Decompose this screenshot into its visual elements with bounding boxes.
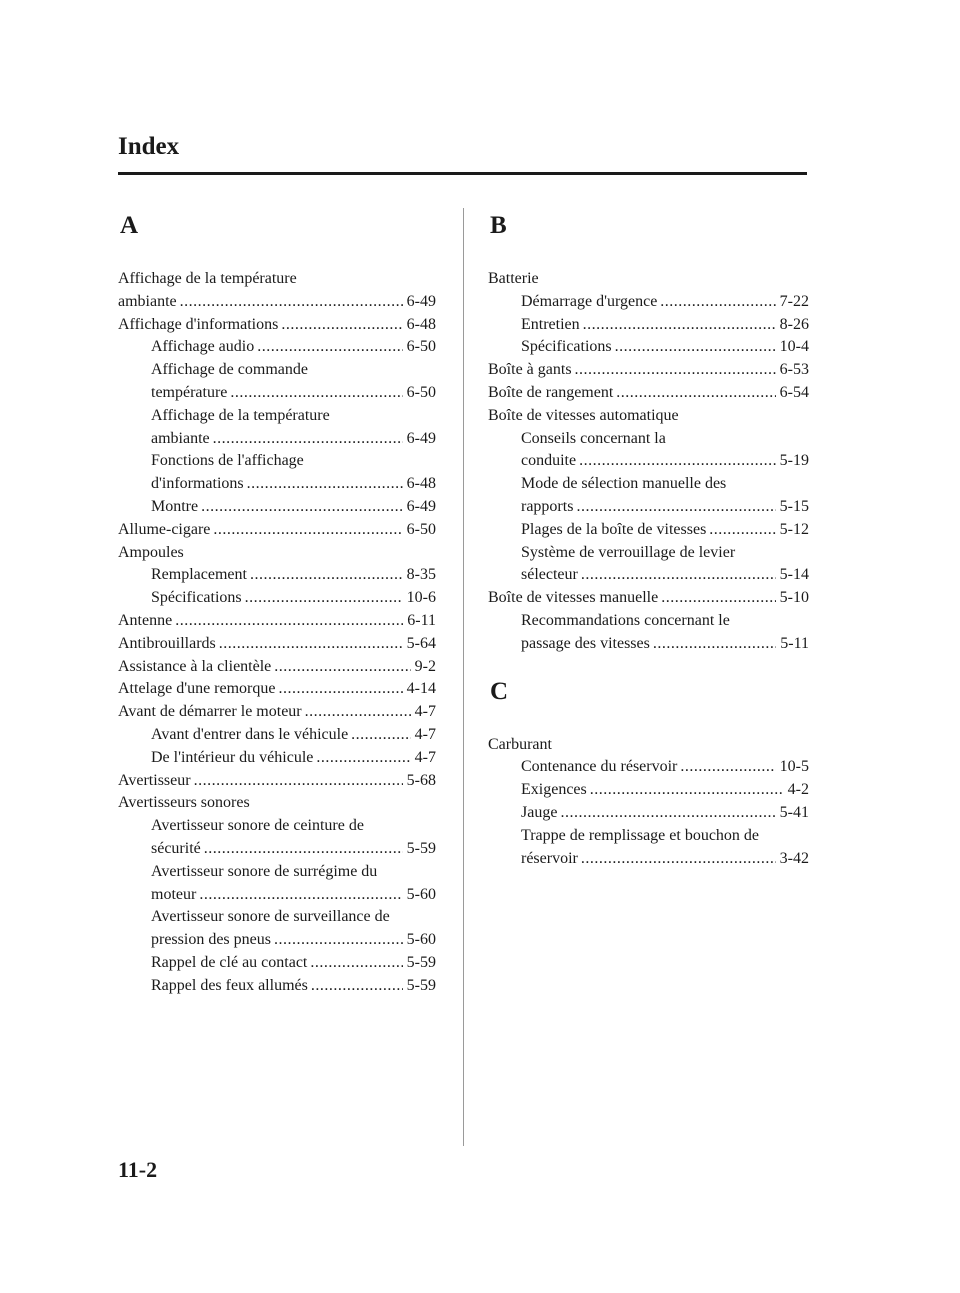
index-entry: [118, 633, 436, 656]
dot-leader: [175, 610, 403, 633]
index-subentry: [488, 542, 809, 565]
page-reference: 6-48: [406, 475, 436, 493]
entry-label: conduite: [521, 452, 577, 470]
page-reference: 8-26: [779, 315, 809, 333]
entry-label: température: [151, 383, 228, 401]
dot-leader: [245, 587, 403, 610]
index-subentry: [488, 848, 809, 871]
entry-label: pression des pneus: [151, 931, 271, 949]
column-divider: [463, 208, 464, 1146]
page-reference: 3-42: [779, 849, 809, 867]
index-subentry: [488, 564, 809, 587]
page-reference: 5-60: [406, 931, 436, 949]
index-entry: [118, 314, 436, 337]
index-subentry: [488, 428, 809, 451]
entry-label: Conseils concernant la: [521, 429, 666, 447]
dot-leader: [616, 382, 775, 405]
page-reference: 5-59: [406, 976, 436, 994]
page-reference: 10-5: [779, 758, 809, 776]
dot-leader: [579, 450, 776, 473]
entry-label: Assistance à la clientèle: [118, 657, 272, 675]
dot-leader: [316, 747, 410, 770]
index-entry: [488, 405, 809, 428]
entry-label: Boîte de vitesses automatique: [488, 406, 679, 424]
dot-leader: [576, 496, 775, 519]
entry-label: Affichage de la température: [118, 270, 297, 287]
index-subentry: [488, 314, 809, 337]
entry-label: Système de verrouillage de levier: [521, 543, 736, 561]
entry-label: Spécifications: [151, 589, 242, 607]
entry-label: Montre: [151, 497, 199, 515]
entry-label: Avertisseur sonore de surrégime du: [151, 862, 378, 880]
entry-label: Remplacement: [151, 566, 247, 584]
index-entry: [118, 610, 436, 633]
index-subentry: [488, 779, 809, 802]
index-subentry: [118, 450, 436, 473]
section-letter: C: [490, 677, 509, 705]
entry-label: Spécifications: [521, 338, 612, 356]
page-reference: 10-4: [779, 338, 809, 356]
page-reference: 8-35: [406, 566, 436, 584]
dot-leader: [278, 678, 402, 701]
page-reference: 5-59: [406, 953, 436, 971]
page-reference: 6-50: [406, 338, 436, 356]
index-subentry: [118, 929, 436, 952]
index-subentry: [488, 291, 809, 314]
entry-label: Avant de démarrer le moteur: [118, 703, 302, 721]
entry-label: Avertisseur sonore de ceinture de: [151, 817, 364, 835]
entry-label: Avertisseur sonore de surveillance de: [151, 908, 390, 926]
entry-label: Antibrouillards: [118, 634, 216, 652]
dot-leader: [680, 756, 775, 779]
page-reference: 5-12: [779, 520, 809, 538]
dot-leader: [660, 291, 775, 314]
dot-leader: [204, 838, 403, 861]
dot-leader: [709, 519, 775, 542]
page-reference: 5-64: [406, 634, 436, 652]
dot-leader: [199, 884, 402, 907]
dot-leader: [581, 848, 776, 871]
page-title: Index: [118, 133, 180, 160]
entry-label: Carburant: [488, 735, 552, 753]
index-subentry: [118, 496, 436, 519]
entry-label: Boîte à gants: [488, 361, 572, 379]
index-subentry: [118, 975, 436, 998]
entry-label: Affichage de commande: [151, 361, 308, 379]
index-subentry: [488, 519, 809, 542]
page-reference: 6-49: [406, 292, 436, 310]
page-reference: 6-53: [779, 361, 809, 379]
index-entry: [118, 656, 436, 679]
dot-leader: [257, 336, 402, 359]
index-subentry: [118, 359, 436, 382]
page-reference: 6-49: [406, 429, 436, 447]
index-subentry: [118, 473, 436, 496]
dot-leader: [661, 587, 775, 610]
dot-leader: [305, 701, 411, 724]
index-entry: [488, 268, 809, 291]
dot-leader: [590, 779, 784, 802]
entry-label: sécurité: [151, 839, 201, 857]
dot-leader: [575, 359, 776, 382]
index-entry: [488, 359, 809, 382]
page-reference: 6-11: [407, 611, 436, 629]
dot-leader: [311, 975, 403, 998]
entry-label: Entretien: [521, 315, 580, 333]
page-reference: 5-41: [779, 803, 809, 821]
page-reference: 6-49: [406, 497, 436, 515]
entry-label: Exigences: [521, 781, 587, 799]
index-entry: [118, 291, 436, 314]
index-subentry: [118, 884, 436, 907]
dot-leader: [230, 382, 402, 405]
index-subentry: [118, 724, 436, 747]
page-reference: 4-7: [414, 703, 436, 721]
page-reference: 6-48: [406, 315, 436, 333]
dot-leader: [247, 473, 403, 496]
index-subentry: [118, 587, 436, 610]
entry-label: sélecteur: [521, 566, 578, 584]
index-entry: [118, 678, 436, 701]
dot-leader: [194, 770, 403, 793]
entry-label: Fonctions de l'affichage: [151, 452, 304, 470]
index-subentry: [118, 838, 436, 861]
entry-label: moteur: [151, 885, 197, 903]
dot-leader: [250, 564, 403, 587]
entry-label: passage des vitesses: [521, 634, 650, 652]
entry-label: Affichage d'informations: [118, 315, 279, 333]
index-subentry: [118, 382, 436, 405]
entry-label: Affichage de la température: [151, 406, 330, 424]
entry-label: rapports: [521, 497, 574, 515]
index-subentry: [488, 802, 809, 825]
entry-label: Boîte de rangement: [488, 383, 614, 401]
entry-label: Attelage d'une remorque: [118, 680, 276, 698]
entry-label: ambiante: [118, 292, 177, 310]
index-subentry: [488, 825, 809, 848]
page-reference: 7-22: [779, 292, 809, 310]
page-reference: 6-54: [779, 383, 809, 401]
entry-label: Antenne: [118, 611, 173, 629]
dot-leader: [274, 929, 403, 952]
entry-label: Contenance du réservoir: [521, 758, 678, 776]
dot-leader: [281, 314, 402, 337]
page-reference: 10-6: [406, 589, 436, 607]
dot-leader: [653, 633, 776, 656]
page-reference: 5-60: [406, 885, 436, 903]
index-subentry: [488, 496, 809, 519]
index-entry: [118, 268, 436, 291]
page-reference: 5-10: [779, 589, 809, 607]
entry-label: De l'intérieur du véhicule: [151, 748, 314, 766]
index-subentry: [118, 906, 436, 929]
index-entry: [118, 701, 436, 724]
title-rule: [118, 172, 807, 175]
dot-leader: [351, 724, 411, 747]
index-entry: [488, 734, 809, 757]
index-subentry: [118, 405, 436, 428]
index-entry: [118, 792, 436, 815]
entry-label: Plages de la boîte de vitesses: [521, 520, 707, 538]
index-subentry: [118, 861, 436, 884]
page-reference: 5-14: [779, 566, 809, 584]
entry-label: Rappel de clé au contact: [151, 953, 308, 971]
dot-leader: [201, 496, 403, 519]
index-column-left: [118, 210, 436, 998]
page-reference: 4-7: [414, 725, 436, 743]
entry-label: Allume-cigare: [118, 520, 211, 538]
index-subentry: [488, 336, 809, 359]
entry-label: Avertisseur: [118, 771, 191, 789]
entry-label: Ampoules: [118, 543, 184, 561]
dot-leader: [213, 519, 402, 542]
index-entry: [118, 519, 436, 542]
entry-label: Jauge: [521, 803, 558, 821]
entry-label: Batterie: [488, 270, 539, 287]
entry-label: Boîte de vitesses manuelle: [488, 589, 659, 607]
index-subentry: [118, 747, 436, 770]
section-letter: A: [120, 212, 139, 239]
entry-label: ambiante: [151, 429, 210, 447]
index-subentry: [118, 815, 436, 838]
entry-label: Avertisseurs sonores: [118, 794, 250, 812]
index-subentry: [488, 450, 809, 473]
index-subentry: [118, 428, 436, 451]
index-entry: [118, 542, 436, 565]
index-entry: [118, 770, 436, 793]
dot-leader: [560, 802, 775, 825]
dot-leader: [213, 428, 403, 451]
entry-label: Affichage audio: [151, 338, 255, 356]
page-reference: 5-11: [780, 634, 809, 652]
entry-label: Avant d'entrer dans le véhicule: [151, 725, 349, 743]
index-subentry: [488, 473, 809, 496]
dot-leader: [615, 336, 776, 359]
dot-leader: [219, 633, 403, 656]
page-reference: 5-15: [779, 497, 809, 515]
dot-leader: [310, 952, 402, 975]
index-subentry: [118, 952, 436, 975]
index-column-right: [488, 210, 809, 870]
page-reference: 6-50: [406, 520, 436, 538]
page-reference: 4-7: [414, 748, 436, 766]
entry-label: Recommandations concernant le: [521, 611, 730, 629]
page-reference: 5-19: [779, 452, 809, 470]
entry-label: Démarrage d'urgence: [521, 292, 658, 310]
entry-label: Mode de sélection manuelle des: [521, 475, 727, 493]
index-subentry: [488, 610, 809, 633]
dot-leader: [581, 564, 776, 587]
page-reference: 4-14: [406, 680, 436, 698]
page-reference: 5-68: [406, 771, 436, 789]
dot-leader: [583, 314, 776, 337]
entry-label: réservoir: [521, 849, 578, 867]
section-letter: B: [490, 212, 507, 239]
page-reference: 5-59: [406, 839, 436, 857]
entry-label: d'informations: [151, 475, 244, 493]
index-entry: [488, 382, 809, 405]
index-subentry: [488, 756, 809, 779]
dot-leader: [180, 291, 403, 314]
index-subentry: [118, 336, 436, 359]
index-subentry: [118, 564, 436, 587]
page-reference: 9-2: [414, 657, 436, 675]
entry-label: Rappel des feux allumés: [151, 976, 308, 994]
page-number: 11-2: [118, 1157, 158, 1182]
dot-leader: [274, 656, 410, 679]
page-reference: 6-50: [406, 383, 436, 401]
entry-label: Trappe de remplissage et bouchon de: [521, 826, 760, 844]
index-subentry: [488, 633, 809, 656]
index-entry: [488, 587, 809, 610]
page-reference: 4-2: [787, 781, 809, 799]
